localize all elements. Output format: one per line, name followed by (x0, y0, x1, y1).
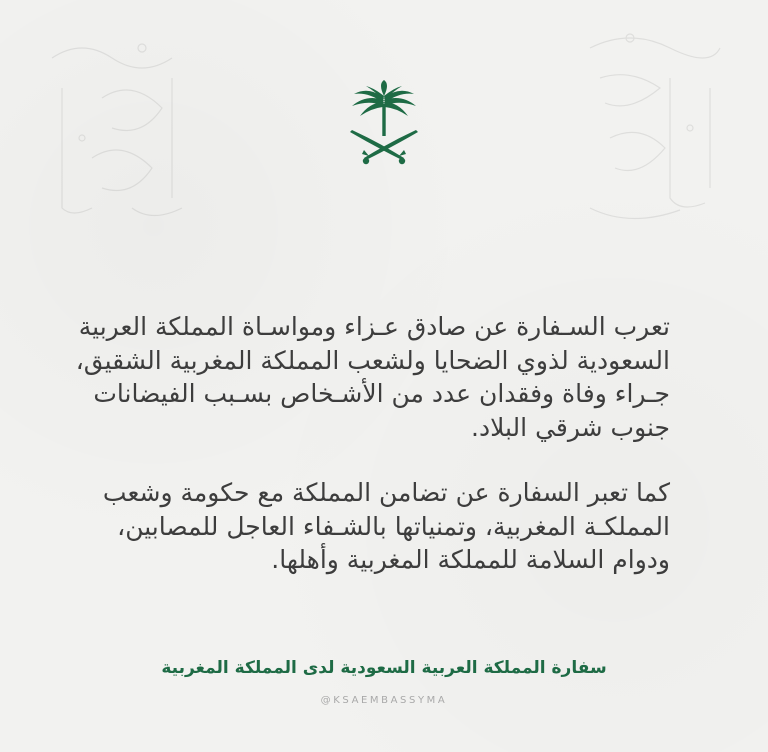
paragraph-line: جنوب شرقي البلاد. (471, 412, 670, 442)
solidarity-paragraph (88, 476, 670, 577)
saudi-palm-swords-emblem-icon (344, 80, 424, 170)
condolence-paragraph (75, 310, 670, 444)
calligraphy-watermark-right (570, 18, 730, 228)
paragraph-line: تعرب السـفارة عن صادق عـزاء ومواسـاة المملكة العربية (78, 312, 670, 341)
paragraph-line: ودوام السلامة للمملكة المغربية وأهلها. (271, 545, 670, 574)
embassy-name: سفارة المملكة العربية السعودية لدى المملكة المغربية (161, 658, 607, 678)
social-handle: @KSAEMBASSYMA (320, 695, 448, 706)
paragraph-line: المملكـة المغربية، وتمنياتها بالشـفاء العاجل للمصابين، (117, 511, 670, 541)
paragraph-line: جـراء وفاة وفقدان عدد من الأشـخاص بسـبب الفيضانات (93, 379, 670, 408)
calligraphy-watermark-left (42, 18, 202, 228)
paragraph-line: السعودية لذوي الضحايا ولشعب المملكة المغربية الشقيق، (75, 345, 670, 375)
paragraph-line: كما تعبر السفارة عن تضامن المملكة مع حكومة وشعب (102, 478, 670, 507)
